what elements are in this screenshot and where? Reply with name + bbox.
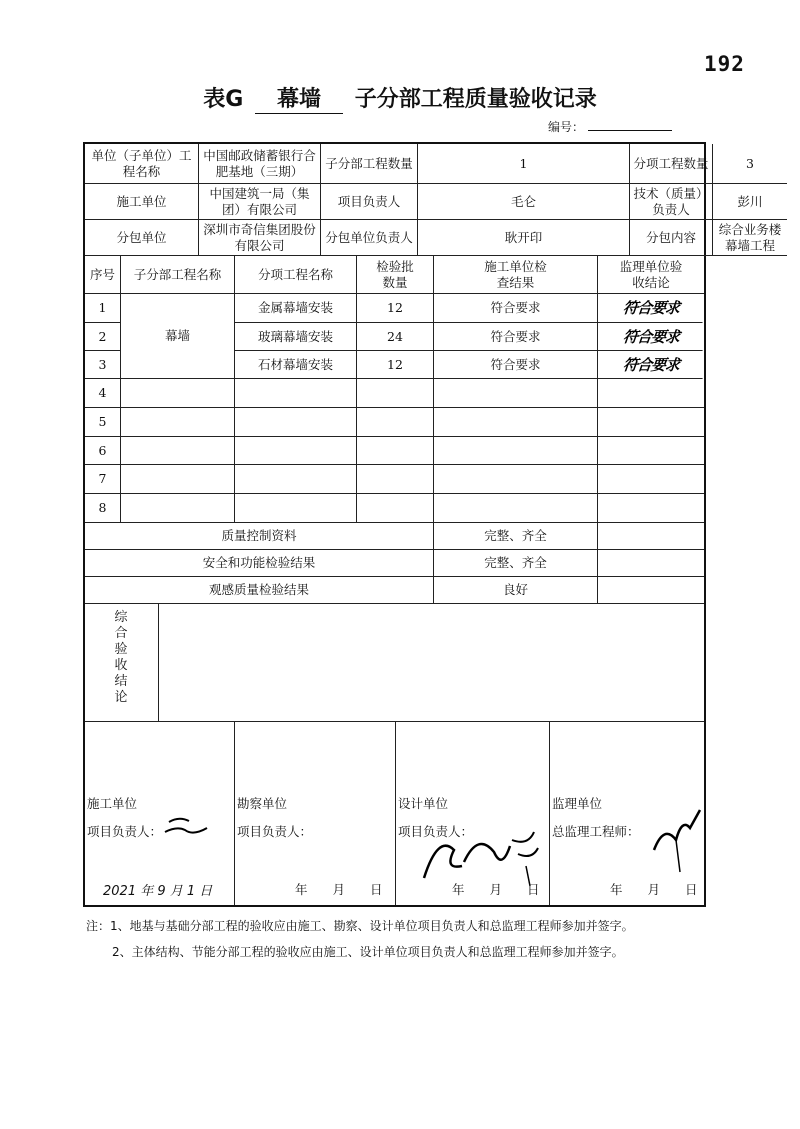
row-no: 8 (85, 494, 121, 523)
sub-division-cell (121, 379, 235, 408)
row-item: 玻璃幕墙安装 (235, 323, 357, 351)
subcontractor-manager-label: 分包单位负责人 (321, 220, 418, 256)
signature-date: 年 月 日 (610, 882, 698, 897)
subcontractor-value: 深圳市奇信集团股份有限公司 (199, 220, 321, 256)
title-suffix: 子分部工程质量验收记录 (354, 87, 597, 112)
signature-lead: 项目负责人： (87, 824, 163, 839)
row-check: 符合要求 (434, 351, 598, 379)
col-header-no: 序号 (85, 256, 121, 294)
row-no: 2 (85, 323, 121, 351)
row-batches: 24 (357, 323, 434, 351)
signature-contractor (85, 722, 235, 905)
project-manager-label: 项目负责人 (321, 184, 418, 220)
row-batches: 12 (357, 351, 434, 379)
summary-result: 良好 (434, 577, 598, 604)
sub-division-cell (121, 437, 235, 465)
row-check: 符合要求 (434, 323, 598, 351)
signature-date: 年 月 日 (452, 882, 540, 897)
unit-project-label: 单位（子单位）工程名称 (85, 144, 199, 184)
signature-unit: 监理单位 (552, 796, 603, 811)
row-batches (357, 379, 434, 408)
summary-label: 质量控制资料 (85, 523, 434, 550)
sub-division-name: 幕墙 (121, 294, 235, 379)
conclusion-label: 综合验收结论 (114, 610, 128, 705)
acceptance-form (83, 142, 782, 907)
row-conclusion (598, 379, 704, 408)
serial-number (548, 118, 672, 135)
row-conclusion (598, 465, 704, 494)
subcontract-content-value: 综合业务楼幕墙工程 (713, 220, 787, 256)
handwritten-signature (163, 812, 213, 842)
sub-division-count-label: 子分部工程数量 (321, 144, 418, 184)
signature-unit: 施工单位 (87, 796, 138, 811)
row-check (434, 379, 598, 408)
row-no: 5 (85, 408, 121, 437)
project-manager-value: 毛仑 (418, 184, 630, 220)
sub-division-cell (121, 465, 235, 494)
row-batches (357, 494, 434, 523)
signature-unit: 设计单位 (398, 796, 449, 811)
summary-supervisor (598, 550, 704, 577)
summary-result: 完整、齐全 (434, 523, 598, 550)
signature-unit: 勘察单位 (237, 796, 288, 811)
row-no: 4 (85, 379, 121, 408)
row-conclusion (598, 437, 704, 465)
row-batches (357, 437, 434, 465)
summary-label: 安全和功能检验结果 (85, 550, 434, 577)
row-check: 符合要求 (434, 294, 598, 323)
signature-date: 年 月 日 (295, 882, 383, 897)
signature-lead: 项目负责人： (237, 824, 313, 839)
handwritten-signature (414, 826, 544, 888)
tech-manager-value: 彭川 (713, 184, 787, 220)
sub-item-count-value: 3 (713, 144, 787, 184)
signature-survey (235, 722, 396, 905)
row-conclusion-handwritten: 符合要求 (597, 351, 706, 379)
row-item (235, 494, 357, 523)
row-item (235, 465, 357, 494)
signature-supervisor (550, 722, 704, 905)
title-prefix: 表G (203, 87, 244, 112)
row-batches: 12 (357, 294, 434, 323)
summary-supervisor (598, 577, 704, 604)
subcontractor-label: 分包单位 (85, 220, 199, 256)
row-no: 7 (85, 465, 121, 494)
col-header-supervisor-conclusion: 监理单位验收结论 (598, 256, 704, 294)
subcontract-content-label: 分包内容 (630, 220, 713, 256)
signature-date: 2021 年 9 月 1 日 (103, 884, 213, 899)
row-check (434, 437, 598, 465)
unit-project-value: 中国邮政储蓄银行合肥基地（三期） (199, 144, 321, 184)
page-number: 192 (704, 52, 745, 76)
row-check (434, 465, 598, 494)
signature-lead: 总监理工程师： (552, 824, 640, 839)
row-item (235, 379, 357, 408)
col-header-sub-item: 分项工程名称 (235, 256, 357, 294)
col-header-batches: 检验批数量 (357, 256, 434, 294)
form-title (0, 82, 800, 114)
summary-label: 观感质量检验结果 (85, 577, 434, 604)
row-no: 1 (85, 294, 121, 323)
row-item: 石材幕墙安装 (235, 351, 357, 379)
signature-lead: 项目负责人： (398, 824, 474, 839)
footnote: 2、主体结构、节能分部工程的验收应由施工、设计单位项目负责人和总监理工程师参加并签字。 (112, 945, 624, 959)
conclusion-label-cell (85, 604, 159, 722)
row-item: 金属幕墙安装 (235, 294, 357, 323)
serial-blank (588, 120, 672, 131)
conclusion-area (159, 604, 704, 722)
serial-label: 编号： (548, 120, 585, 134)
row-check (434, 408, 598, 437)
contractor-value: 中国建筑一局（集团）有限公司 (199, 184, 321, 220)
row-item (235, 437, 357, 465)
sub-division-cell (121, 408, 235, 437)
row-no: 3 (85, 351, 121, 379)
row-conclusion (598, 408, 704, 437)
signature-design (396, 722, 550, 905)
row-conclusion-handwritten: 符合要求 (597, 323, 706, 351)
row-batches (357, 408, 434, 437)
title-item: 幕墙 (255, 82, 343, 114)
footnotes (86, 913, 726, 965)
summary-result: 完整、齐全 (434, 550, 598, 577)
col-header-sub-division: 子分部工程名称 (121, 256, 235, 294)
col-header-contractor-check: 施工单位检查结果 (434, 256, 598, 294)
sub-division-cell (121, 494, 235, 523)
subcontractor-manager-value: 耿开印 (418, 220, 630, 256)
row-conclusion-handwritten: 符合要求 (596, 294, 705, 323)
sub-division-count-value: 1 (418, 144, 630, 184)
footnote: 注：1、地基与基础分部工程的验收应由施工、勘察、设计单位项目负责人和总监理工程师参加并签字。 (86, 919, 634, 933)
row-batches (357, 465, 434, 494)
row-no: 6 (85, 437, 121, 465)
row-check (434, 494, 598, 523)
contractor-label: 施工单位 (85, 184, 199, 220)
row-conclusion (598, 494, 704, 523)
row-item (235, 408, 357, 437)
tech-manager-label: 技术（质量）负责人 (630, 184, 713, 220)
handwritten-signature (650, 806, 704, 876)
summary-supervisor (598, 523, 704, 550)
sub-item-count-label: 分项工程数量 (630, 144, 713, 184)
